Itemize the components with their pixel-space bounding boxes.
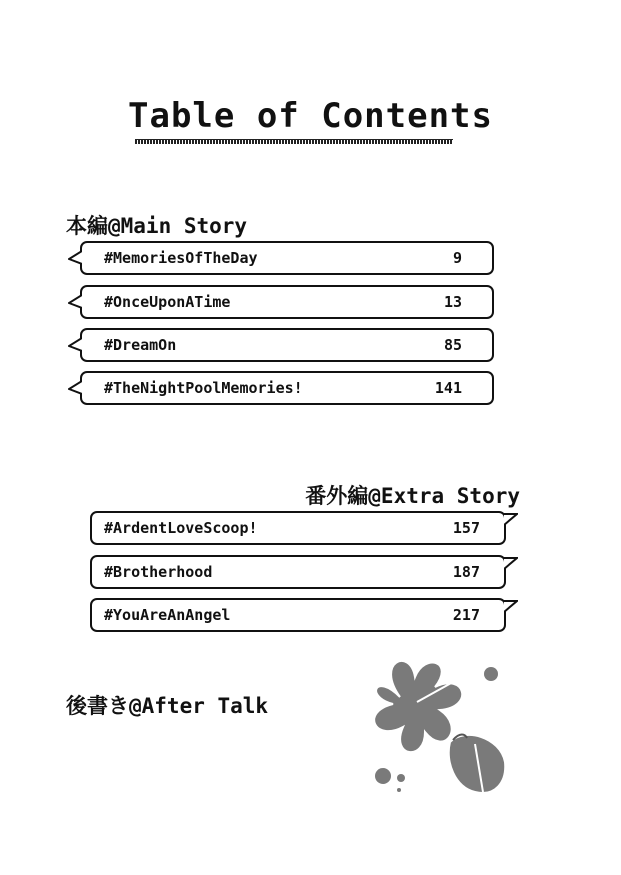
- toc-entry-once-upon-a-time[interactable]: [80, 285, 494, 319]
- toc-entry-page: 85: [443, 336, 462, 354]
- toc-entry-label: #MemoriesOfTheDay: [104, 249, 258, 267]
- toc-entry-label: #TheNightPoolMemories!: [104, 379, 303, 397]
- toc-entry-brotherhood[interactable]: [90, 555, 506, 589]
- toc-entry-label: #YouAreAnAngel: [104, 606, 231, 624]
- toc-entry-page: 13: [443, 293, 462, 311]
- toc-entry-ardent-love-scoop[interactable]: [90, 511, 506, 545]
- toc-entry-page: 217: [452, 606, 480, 624]
- toc-entry-label: #DreamOn: [104, 336, 177, 354]
- toc-entry-page: 9: [452, 249, 462, 267]
- extra-story-heading: 番外編@Extra Story: [305, 484, 520, 508]
- speech-tail-icon: [68, 250, 82, 266]
- speech-tail-icon: [504, 511, 518, 527]
- toc-entry-memories-of-the-day[interactable]: [80, 241, 494, 275]
- toc-entry-page: 157: [452, 519, 480, 537]
- toc-entry-dream-on[interactable]: [80, 328, 494, 362]
- after-talk-heading[interactable]: 後書き@After Talk: [66, 694, 269, 718]
- toc-entry-you-are-an-angel[interactable]: [90, 598, 506, 632]
- speech-tail-icon: [68, 380, 82, 396]
- toc-entry-the-night-pool-memories[interactable]: [80, 371, 494, 405]
- page-title: Table of Contents: [128, 96, 493, 136]
- speech-tail-icon: [68, 294, 82, 310]
- toc-entry-label: #Brotherhood: [104, 563, 213, 581]
- toc-entry-page: 141: [434, 379, 462, 397]
- main-story-heading: 本編@Main Story: [66, 214, 248, 238]
- hibiscus-flower-icon: [355, 652, 515, 802]
- title-underline: [135, 139, 453, 144]
- toc-entry-page: 187: [452, 563, 480, 581]
- toc-entry-label: #OnceUponATime: [104, 293, 231, 311]
- speech-tail-icon: [68, 337, 82, 353]
- speech-tail-icon: [504, 598, 518, 614]
- speech-tail-icon: [504, 555, 518, 571]
- toc-entry-label: #ArdentLoveScoop!: [104, 519, 258, 537]
